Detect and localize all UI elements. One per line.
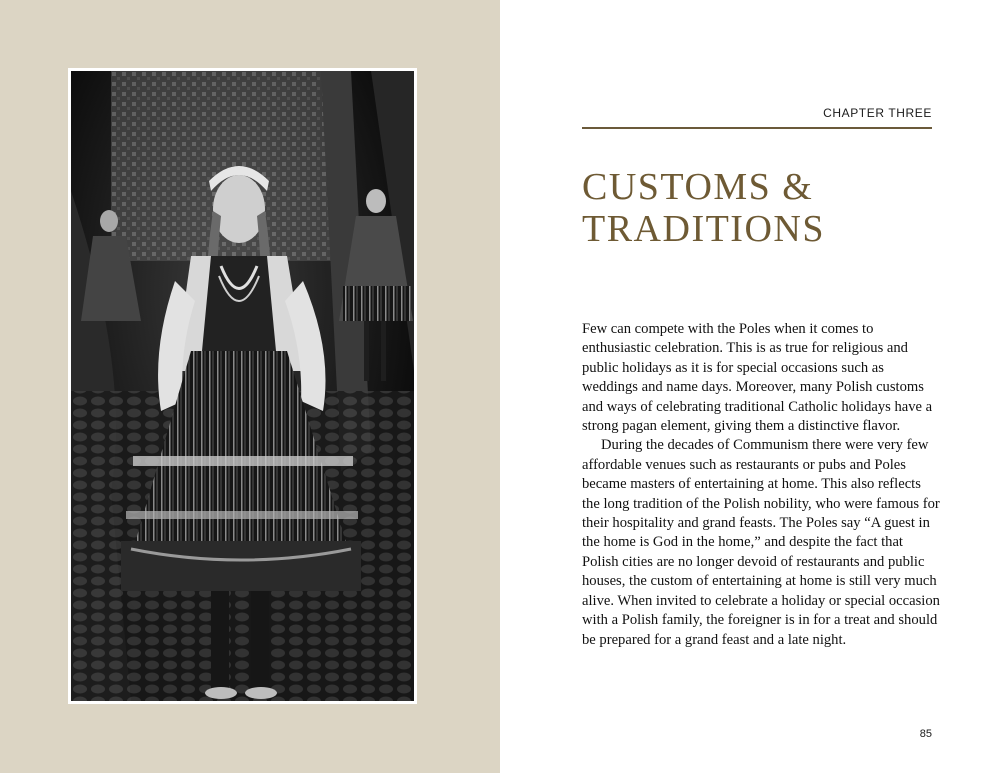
photo-illustration <box>71 71 414 701</box>
chapter-label: CHAPTER THREE <box>823 106 932 120</box>
chapter-title-line-1: CUSTOMS & <box>582 166 814 208</box>
paragraph-2: During the decades of Communism there were very few affordable venues such as restaurants or pubs and Poles became masters of entertaining at home. This also reflects the long tradition of the Polish nobility, who were famous for their hospitality and grand feasts. The Poles say “A guest in the home is God in the home,” and despite the fact that Polish cities are no longer devoid of restaurants and public houses, the custom of entertaining at home is still very much alive. When invited to celebrate a holiday or special occasion with a Polish family, the foreigner is in for a treat and should be prepared for a grand feast and a late night. <box>582 437 940 648</box>
chapter-title-line-2: TRADITIONS <box>582 208 825 250</box>
paragraph-1: Few can compete with the Poles when it comes to enthusiastic celebration. This is as true for religious and public holidays as it is for special occasions such as weddings and name days. Moreover, many Polish customs and ways of celebrating traditional Catholic holidays have a strong pagan element, giving them a distinctive flavor. <box>582 321 933 435</box>
photo-frame <box>68 68 417 704</box>
right-page <box>500 0 1000 773</box>
folk-costume-photo <box>71 71 414 701</box>
page-number: 85 <box>919 728 932 740</box>
chapter-rule <box>582 127 932 129</box>
body-text <box>582 320 942 650</box>
chapter-title <box>582 166 942 250</box>
